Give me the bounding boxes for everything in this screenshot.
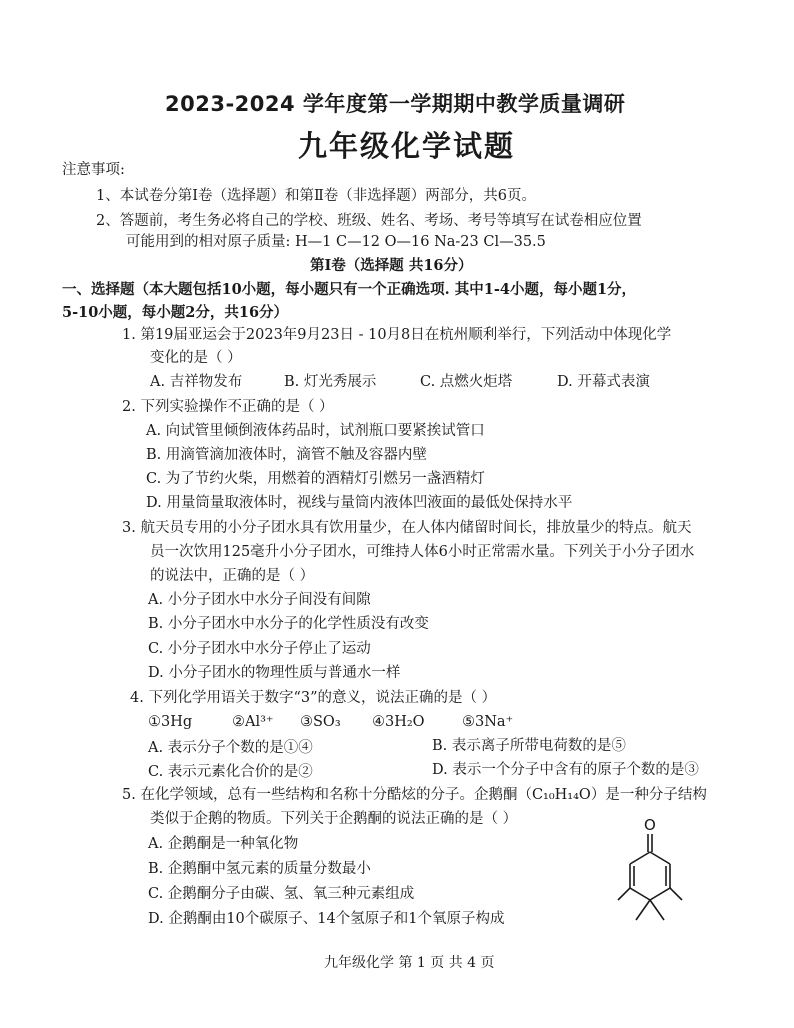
q2-option-a: A. 向试管里倾倒液体药品时，试剂瓶口要紧挨试管口 <box>146 423 485 439</box>
q4-option-a: A. 表示分子个数的是①④ <box>148 740 313 756</box>
q4-symbol-4: ④3H₂O <box>372 714 425 730</box>
notice-item-2: 2、答题前，考生务必将自己的学校、班级、姓名、考场、考号等填写在试卷相应位置 <box>96 213 642 229</box>
q1-option-c: C. 点燃火炬塔 <box>420 374 513 390</box>
exam-subtitle: 九年级化学试题 <box>298 129 516 163</box>
q2-option-d: D. 用量筒量取液体时，视线与量筒内液体凹液面的最低处保持水平 <box>146 495 573 511</box>
q3-option-b: B. 小分子团水中水分子的化学性质没有改变 <box>148 616 429 632</box>
q4-option-b: B. 表示离子所带电荷数的是⑤ <box>432 738 626 754</box>
q3-option-a: A. 小分子团水中水分子间没有间隙 <box>148 592 371 608</box>
section-intro-line2: 5-10小题，每小题2分，共16分） <box>62 304 289 321</box>
q5-stem-line2: 类似于企鹅的物质。下列关于企鹅酮的说法正确的是（ ） <box>150 811 518 827</box>
q1-option-b: B. 灯光秀展示 <box>284 374 377 390</box>
q5-option-a: A. 企鹅酮是一种氧化物 <box>148 836 299 852</box>
notice-item-1: 1、本试卷分第Ⅰ卷（选择题）和第Ⅱ卷（非选择题）两部分，共6页。 <box>96 188 537 204</box>
q1-option-a: A. 吉祥物发布 <box>150 374 243 390</box>
q1-option-d: D. 开幕式表演 <box>557 374 650 390</box>
q4-symbol-3: ③SO₃ <box>300 714 341 730</box>
q3-option-d: D. 小分子团水的物理性质与普通水一样 <box>148 665 401 681</box>
q3-option-c: C. 小分子团水中水分子停止了运动 <box>148 641 371 657</box>
q2-option-b: B. 用滴管滴加液体时，滴管不触及容器内壁 <box>146 447 427 463</box>
part1-heading: 第Ⅰ卷（选择题 共16分） <box>310 257 473 274</box>
section-intro-line1: 一、选择题（本大题包括10小题，每小题只有一个正确选项. 其中1-4小题，每小题1分， <box>62 281 637 298</box>
q4-symbol-1: ①3Hg <box>148 714 193 730</box>
oxygen-atom-label: O <box>644 816 656 834</box>
q4-option-d: D. 表示一个分子中含有的原子个数的是③ <box>432 762 699 778</box>
exam-title: 2023-2024 学年度第一学期期中教学质量调研 <box>165 92 626 116</box>
q3-stem-line1: 3. 航天员专用的小分子团水具有饮用量少，在人体内储留时间长，排放量少的特点。航天 <box>122 520 692 536</box>
q5-stem-line1: 5. 在化学领域，总有一些结构和名称十分酷炫的分子。企鹅酮（C₁₀H₁₄O）是一种分子结构 <box>122 787 707 803</box>
page-footer: 九年级化学 第 1 页 共 4 页 <box>324 955 495 971</box>
q5-option-b: B. 企鹅酮中氢元素的质量分数最小 <box>148 861 371 877</box>
atomic-masses: 可能用到的相对原子质量: H—1 C—12 O—16 Na-23 Cl—35.5 <box>126 234 546 250</box>
q3-stem-line3: 的说法中，正确的是（ ） <box>150 568 315 584</box>
q1-stem-line1: 1. 第19届亚运会于2023年9月23日 - 10月8日在杭州顺利举行，下列活动中体现化学 <box>122 327 672 343</box>
q4-stem: 4. 下列化学用语关于数字“3”的意义，说法正确的是（ ） <box>130 690 497 706</box>
q4-option-c: C. 表示元素化合价的是② <box>148 764 313 780</box>
q4-symbol-5: ⑤3Na⁺ <box>462 714 514 730</box>
penguinone-structure-diagram <box>616 808 706 938</box>
q4-symbol-2: ②Al³⁺ <box>232 714 274 730</box>
notice-heading: 注意事项: <box>62 162 125 178</box>
q5-option-c: C. 企鹅酮分子由碳、氢、氧三种元素组成 <box>148 886 415 902</box>
q3-stem-line2: 员一次饮用125毫升小分子团水，可维持人体6小时正常需水量。下列关于小分子团水 <box>150 544 695 560</box>
q2-option-c: C. 为了节约火柴，用燃着的酒精灯引燃另一盏酒精灯 <box>146 471 485 487</box>
q2-stem: 2. 下列实验操作不正确的是（ ） <box>122 399 334 415</box>
q5-option-d: D. 企鹅酮由10个碳原子、14个氢原子和1个氧原子构成 <box>148 911 505 927</box>
q1-stem-line2: 变化的是（ ） <box>150 350 242 366</box>
